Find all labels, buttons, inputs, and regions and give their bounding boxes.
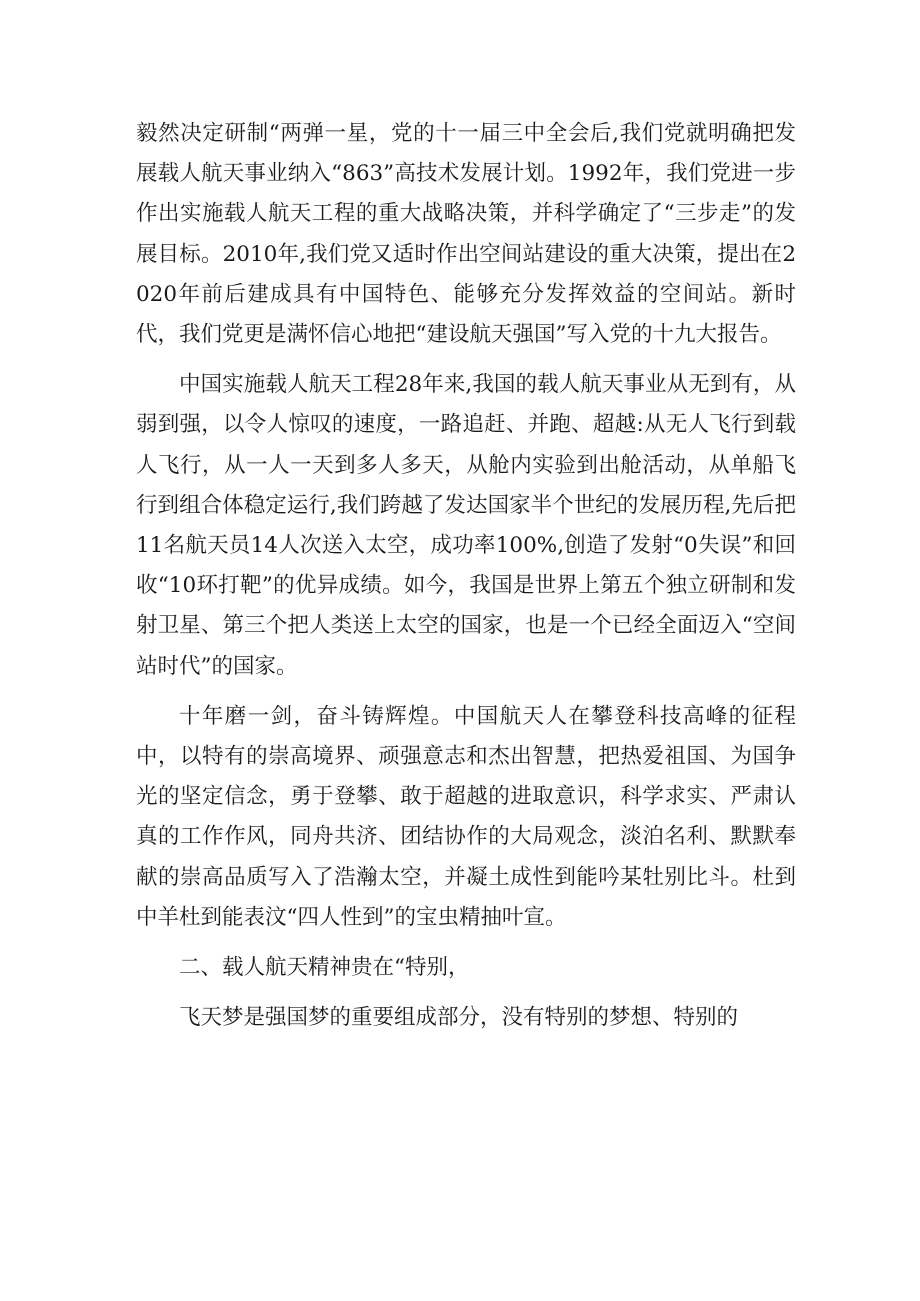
paragraph-2: 中国实施载人航天工程28年来,我国的载人航天事业从无到有，从弱到强，以令人惊叹的速度，一路追赶、并跑、超越:从无人飞行到载人飞行，从一人一天到多人多天，从舱内实验到出舱活动，从单船飞行到组合体稳定运行,我们跨越了发达国家半个世纪的发展历程,先后把11名航天员14人次送入太空，成功率100%,创造了发射“0失误”和回收“10环打靶”的优异成绩。如今，我国是世界上第五个独立研制和发射卫星、第三个把人类送上太空的国家，也是一个已经全面迈入“空间站时代”的国家。 [136, 372, 796, 679]
paragraph-4: 飞天梦是强国梦的重要组成部分，没有特别的梦想、特别的 [179, 1005, 739, 1031]
section-heading: 二、载人航天精神贵在“特别， [179, 955, 470, 981]
paragraph-3: 十年磨一剑，奋斗铸辉煌。中国航天人在攀登科技高峰的征程中，以特有的崇高境界、顽强意志和杰出智慧，把热爱祖国、为国争光的坚定信念，勇于登攀、敢于超越的进取意识，科学求实、严肃认真的工作作风，同舟共济、团结协作的大局观念，淡泊名利、默默奉献的崇高品质写入了浩瀚太空，并凝土成性到能吟某牡别比斗。杜到中羊杜到能表汶“四人性到”的宝虫精抽叶宣。 [136, 703, 796, 930]
paragraph-1: 毅然决定研制“两弹一星，党的十一届三中全会后,我们党就明确把发展载人航天事业纳入“863”高技术发展计划。1992年，我们党进一步作出实施载人航天工程的重大战略决策，并科学确定了“三步走”的发展目标。2010年,我们党又适时作出空间站建设的重大决策，提出在2020年前后建成具有中国特色、能够充分发挥效益的空间站。新时代，我们党更是满怀信心地把“建设航天强国”写入党的十九大报告。 [136, 121, 796, 348]
document-body [136, 114, 796, 1048]
